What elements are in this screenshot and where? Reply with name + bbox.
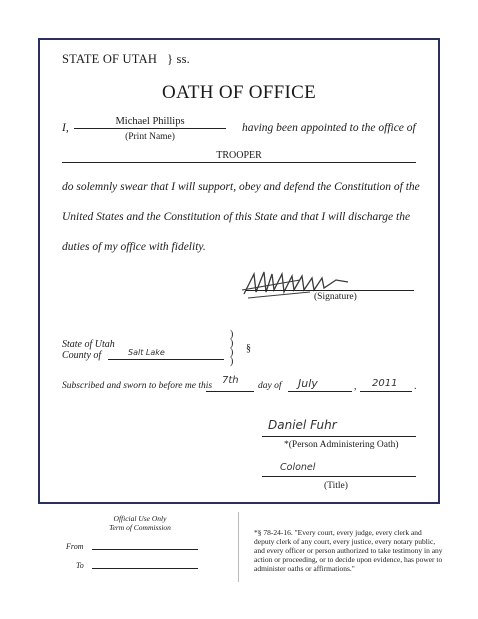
administrator-underline [262, 436, 416, 437]
year-value: 2011 [372, 378, 398, 389]
printed-name: Michael Phillips [115, 116, 185, 127]
administrator-label: *(Person Administering Oath) [284, 440, 399, 450]
appointed-text: having been appointed to the office of [242, 122, 416, 134]
subscribed-text: Subscribed and sworn to before me this [62, 381, 213, 391]
administrator-title-value: Colonel [280, 462, 316, 473]
month-value: July [298, 377, 318, 390]
period: . [414, 381, 417, 392]
venue-county-label: County of [62, 350, 102, 361]
year-underline [360, 391, 412, 392]
from-underline [92, 549, 198, 550]
day-underline [206, 391, 254, 392]
day-of-label: day of [258, 381, 282, 391]
oath-line-1: do solemnly swear that I will support, obey and defend the Constitution of the [62, 181, 420, 193]
ss-label: } ss. [167, 52, 191, 66]
administrator-signature: Daniel Fuhr [268, 418, 337, 432]
county-underline [108, 359, 224, 360]
section-symbol: § [246, 343, 251, 354]
from-label: From [66, 542, 84, 551]
venue-state: State of Utah [62, 339, 115, 350]
office-underline [62, 162, 416, 163]
official-use-heading: Official Use Only [113, 514, 167, 523]
title-label: (Title) [324, 481, 348, 491]
day-value: 7th [222, 375, 239, 386]
oath-line-3: duties of my office with fidelity. [62, 241, 206, 253]
footer-divider [238, 512, 239, 582]
signature-underline [246, 290, 414, 291]
state-header [62, 52, 190, 67]
state-label: STATE OF UTAH [62, 52, 158, 66]
name-underline [74, 128, 226, 129]
month-underline [288, 391, 352, 392]
to-underline [92, 568, 198, 569]
oath-line-2: United States and the Constitution of this State and that I will discharge the [62, 211, 411, 223]
comma: , [354, 381, 357, 392]
statute-footnote: *§ 78-24-16. "Every court, every judge, every clerk and deputy clerk of any court, every justice, every notary public, and every officer or person authorized to take testimony in any action or proceeding, or to decide upon evidence, has power to administer oaths or affirmations." [254, 528, 443, 573]
to-label: To [76, 561, 84, 570]
office-title: TROOPER [216, 150, 262, 161]
document-title: OATH OF OFFICE [161, 82, 317, 103]
signature-label: (Signature) [314, 292, 357, 302]
county-value: Salt Lake [128, 348, 165, 357]
venue-brace: ) ) ) ) [230, 329, 234, 367]
term-heading: Term of Commission [109, 523, 171, 532]
print-name-label: (Print Name) [125, 132, 175, 142]
title-underline [262, 476, 416, 477]
i-label: I, [62, 122, 69, 134]
document-border [38, 38, 440, 504]
